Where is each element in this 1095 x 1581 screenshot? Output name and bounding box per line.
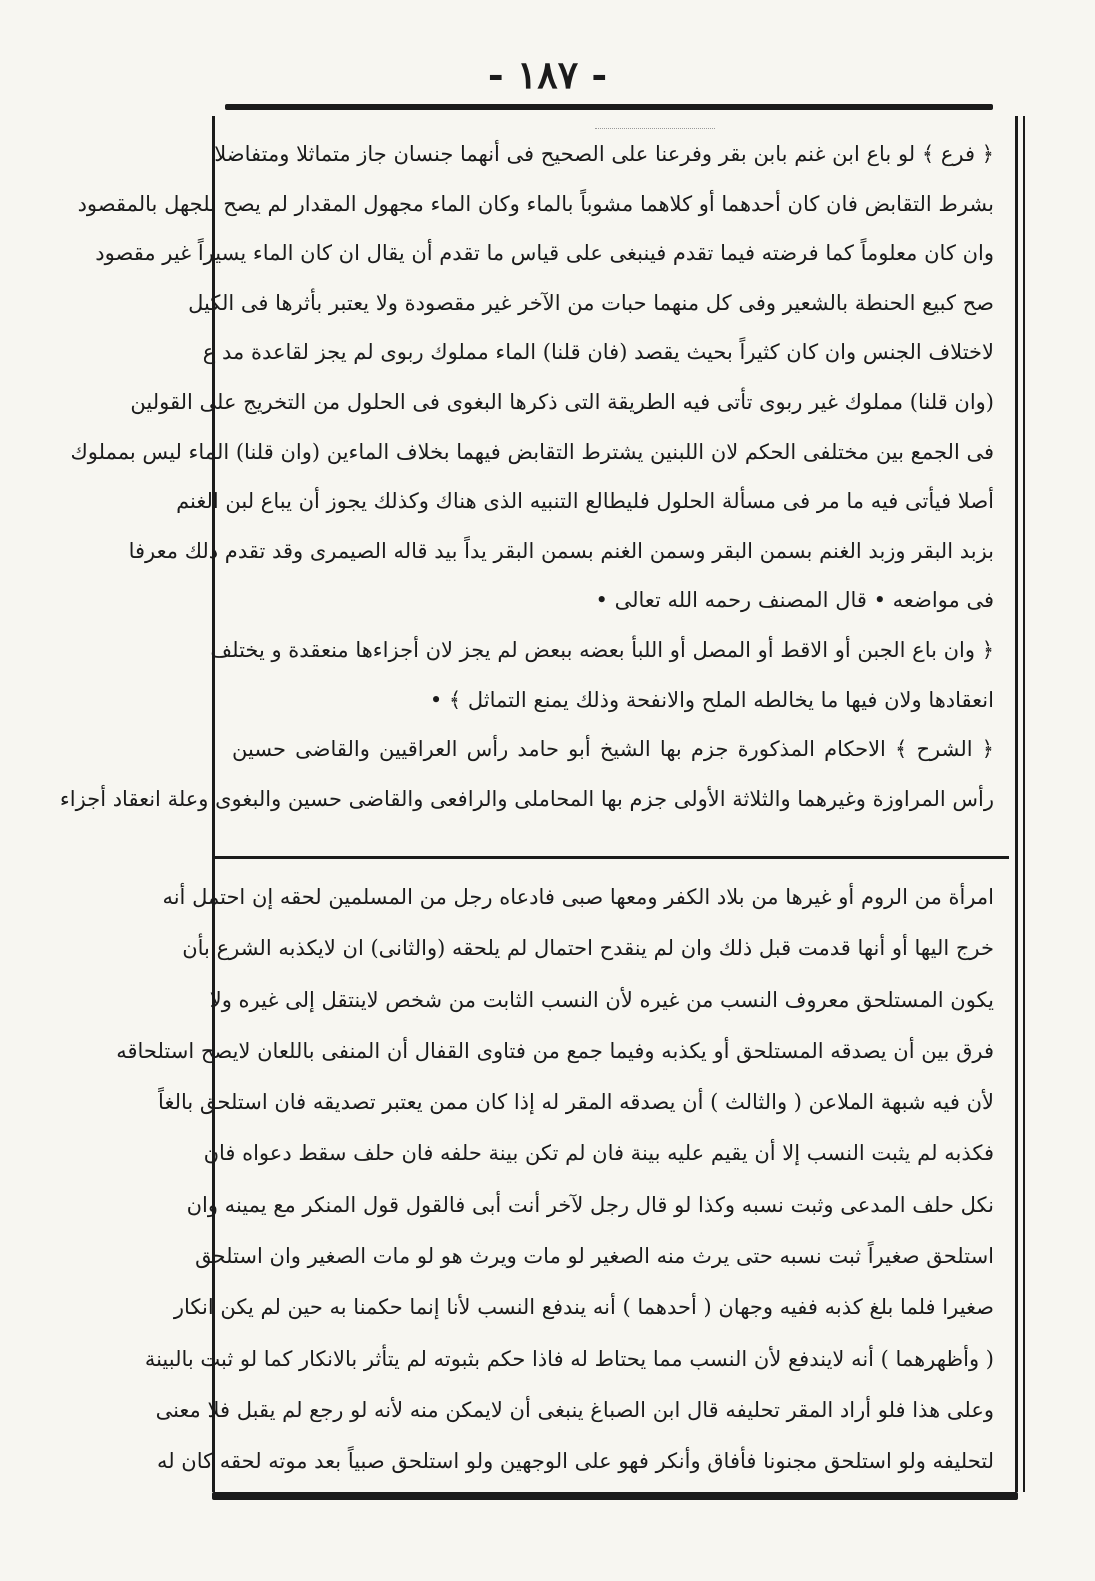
text-line: لاختلاف الجنس وان كان كثيراً بحيث يقصد (فان قلنا) الماء مملوك ربوى لم يجز لقاعدة مد ع (202, 340, 994, 365)
text-line: فرق بين أن يصدقه المستلحق أو يكذبه وفيما جمع من فتاوى القفال أن المنفى باللعان لايصح استلحاقه (116, 1038, 994, 1063)
text-line: وان كان معلوماً كما فرضته فيما تقدم فينبغى على قياس ما تقدم أن يقال ان كان الماء يسيراً غير مقصود (95, 241, 994, 266)
text-line: انعقادها ولان فيها ما يخالطه الملح والانفحة وذلك يمنع التماثل ﴾ • (429, 687, 994, 712)
text-line: ( وأظهرهما ) أنه لايندفع لأن النسب مما يحتاط له فاذا حكم بثبوته لم يتأثر بالانكار كما لو ثبت بالبينة (144, 1346, 994, 1371)
upper-text-section (59, 130, 994, 824)
text-line: يكون المستلحق معروف النسب من غيره لأن النسب الثابت من شخص لاينتقل إلى غيره ولا (209, 987, 994, 1012)
text-line: فى مواضعه • قال المصنف رحمه الله تعالى • (595, 588, 994, 613)
text-line: فى الجمع بين مختلفى الحكم لان اللبنين يشترط التقابض فيهما بخلاف الماءين (وان قلنا) الماء ليس بمملوك (70, 439, 994, 464)
lower-text-section (116, 872, 994, 1488)
footer-rule (212, 1492, 1018, 1500)
text-line: صح كبيع الحنطة بالشعير وفى كل منهما حبات من الآخر غير مقصودة ولا يعتبر بأثرها فى الكيل (188, 290, 994, 315)
text-line: امرأة من الروم أو غيرها من بلاد الكفر ومعها صبى فادعاه رجل من المسلمين لحقه إن احتمل أنه (162, 885, 994, 909)
text-line: نكل حلف المدعى وثبت نسبه وكذا لو قال رجل لآخر أنت أبى فالقول قول المنكر مع يمينه وان (186, 1192, 994, 1217)
text-line: فكذبه لم يثبت النسب إلا أن يقيم عليه بينة فان لم تكن بينة حلفه فان حلف سقط دعواه فان (203, 1141, 994, 1166)
section-divider (215, 856, 1009, 859)
text-line: استلحق صغيراً ثبت نسبه حتى يرث منه الصغير لو مات ويرث هو لو مات الصغير وان استلحق (195, 1244, 994, 1269)
text-line: ﴿ الشرح ﴾ الاحكام المذكورة جزم بها الشيخ أبو حامد رأس العراقيين والقاضى حسين (232, 737, 994, 762)
text-line: لتحليفه ولو استلحق مجنونا فأفاق وأنكر فهو على الوجهين ولو استلحق صبياً بعد موته لحقه كان له (156, 1449, 994, 1474)
text-line: أصلا فيأتى فيه ما مر فى مسألة الحلول فليطالع التنبيه الذى هناك وكذلك يجوز أن يباع لبن الغنم (176, 489, 994, 514)
text-line: وعلى هذا فلو أراد المقر تحليفه قال ابن الصباغ ينبغى أن لايمكن منه لأنه لو رجع لم يقبل فلا معنى (155, 1397, 994, 1422)
text-line: (وان قلنا) مملوك غير ربوى تأتى فيه الطريقة التى ذكرها البغوى فى الحلول من التخريج على القولين (130, 389, 994, 414)
header-rule (225, 104, 993, 110)
page-number: - ١٨٧ - (487, 52, 608, 97)
text-line: ﴿ وان باع الجبن أو الاقط أو المصل أو اللبأ بعضه ببعض لم يجز لان أجزاءها منعقدة و يختلف (210, 637, 994, 662)
text-line: بشرط التقابض فان كان أحدهما أو كلاهما مشوباً بالماء وكان الماء مجهول المقدار لم يصح للجهل بالمقصود (77, 191, 994, 216)
text-line: صغيرا فلما بلغ كذبه ففيه وجهان ( أحدهما ) أنه يندفع النسب لأنا إنما حكمنا به حين لم يكن انكار (173, 1295, 994, 1320)
text-line: لأن فيه شبهة الملاعن ( والثالث ) أن يصدقه المقر له إذا كان ممن يعتبر تصديقه فان استلحق بالغاً (158, 1090, 994, 1115)
text-line: ﴿ فرع ﴾ لو باع ابن غنم بابن بقر وفرعنا على الصحيح فى أنهما جنسان جاز متماثلا ومتفاضلا (214, 142, 994, 166)
text-line: رأس المراوزة وغيرهما والثلاثة الأولى جزم بها المحاملى والرافعى والقاضى حسين والبغوى وعلة انعقاد أجزاء (59, 786, 994, 811)
text-line: بزبد البقر وزبد الغنم بسمن البقر وسمن الغنم بسمن البقر يداً بيد قاله الصيمرى وقد تقدم ذلك معرفا (128, 538, 994, 563)
text-line: خرج اليها أو أنها قدمت قبل ذلك وان لم ينقدح احتمال لم يلحقه (والثانى) ان لايكذبه الشرع بأن (182, 936, 994, 961)
